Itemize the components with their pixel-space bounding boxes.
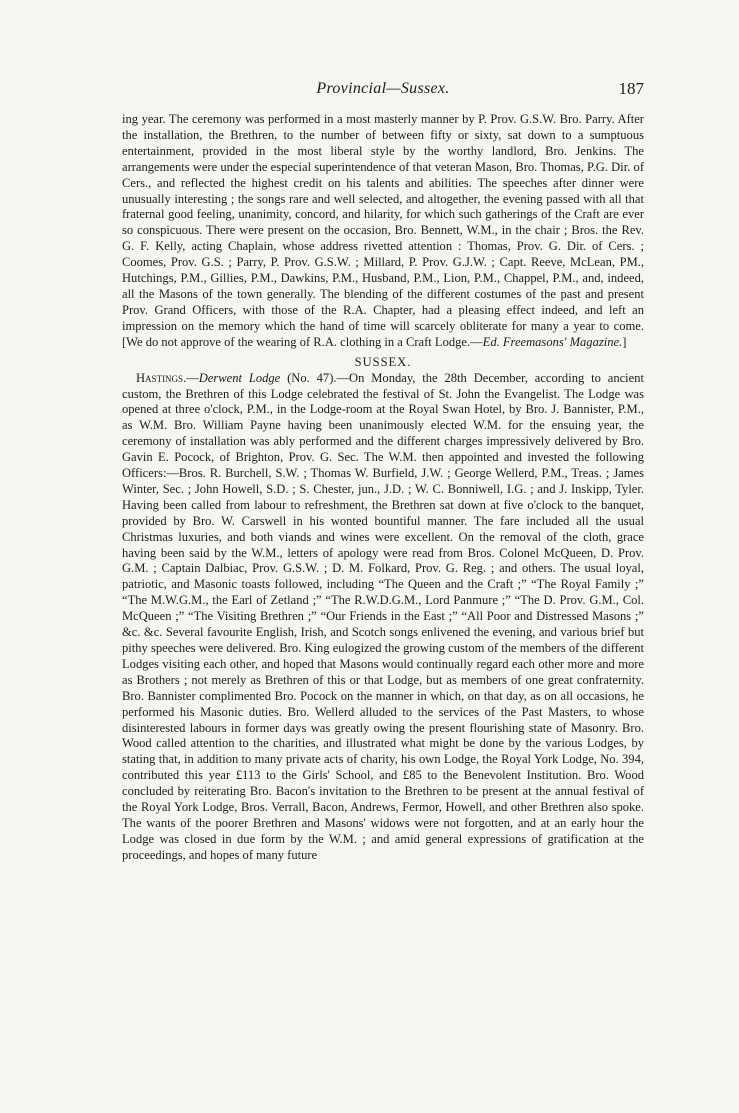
lodge-name: Derwent Lodge — [198, 370, 281, 385]
editorial-note-signature: Ed. Freemasons' Magazine. — [482, 334, 623, 349]
page-number: 187 — [618, 79, 644, 98]
paragraph-continued — [122, 112, 644, 351]
paragraph-text: ing year. The ceremony was performed in a most masterly manner by P. Prov. G.S.W. Bro. Parry. After the installation, the Brethren, to the number of between fifty or sixty, sat down to a sumptuous entertainment, provided in the most liberal style by the worthy landlord, Bro. Jenkins. The arrangements were under the especial superintendence of that veteran Mason, Bro. Thomas, P.G. Dir. of Cers., and reflected the highest credit on his talents and abilities. The speeches after dinner were unusually interesting ; the songs rare and well selected, and altogether, the evening passed with all that fraternal good feeling, unanimity, concord, and hilarity, for which such gatherings of the Craft are ever so conspicuous. There were present on the occasion, Bro. Bennett, W.M., in the chair ; Bros. the Rev. G. F. Kelly, acting Chaplain, whose address rivetted attention : Thomas, Prov. G. Dir. of Cers. ; Coomes, Prov. G.S. ; Parry, P. Prov. G.S.W. ; Millard, P. Prov. G.J.W. ; Capt. Reeve, McLean, PM., Hutchings, P.M., Gillies, P.M., Dawkins, P.M., Husband, P.M., Lion, P.M., Chappel, P.M., and, indeed, all the Masons of the town generally. The blending of the different costumes of the past and present Prov. Grand Officers, with those of the R.A. Chapter, had a pleasing effect indeed, and left an impression on the memory which the hand of time will scarcely obliterate for many a year to come. — [122, 112, 644, 333]
paragraph-text: (No. 47).—On Monday, the 28th December, according to ancient custom, the Brethren of this Lodge celebrated the festival of St. John the Evangelist. The Lodge was opened at three o'clock, P.M., in the Lodge-room at the Royal Swan Hotel, by Bro. J. Bannister, P.M., as W.M. Bro. William Payne having been unanimously elected W.M. for the ensuing year, the ceremony of installation was ably performed and the different charges impressively delivered by Bro. Gavin E. Pocock, of Brighton, Prov. G. Sec. The W.M. then appointed and invested the following Officers:—Bros. R. Burchell, S.W. ; Thomas W. Burfield, J.W. ; George Wellerd, P.M., Treas. ; James Winter, Sec. ; John Howell, S.D. ; S. Chester, jun., J.D. ; W. C. Bonniwell, I.G. ; and J. Inskipp, Tyler. Having been called from labour to refreshment, the Brethren sat down at five o'clock to the banquet, provided by Bro. W. Carswell in his wonted bountiful manner. The fare included all the usual Christmas luxuries, and both viands and wines were excellent. On the removal of the cloth, grace having been said by the W.M., letters of apology were read from Bros. Colonel McQueen, D. Prov. G.M. ; Captain Dalbiac, Prov. G.S.W. ; D. M. Folkard, Prov. G. Reg. ; and others. The usual loyal, patriotic, and Masonic toasts followed, including “The Queen and the Craft ;” “The Royal Family ;” “The M.W.G.M., the Earl of Zetland ;” “The R.W.D.G.M., Lord Panmure ;” “The D. Prov. G.M., Col. McQueen ;” “The Visiting Brethren ;” “Our Friends in the East ;” “All Poor and Distressed Masons ;” &c. &c. Several favourite English, Irish, and Scotch songs enlivened the evening, and various brief but pithy speeches were delivered. Bro. King eulogized the growing custom of the members of the different Lodges visiting each other, and hoped that Masons would continually regard each other more and more as Brothers ; not merely as Brethren of this or that Lodge, but as members of one great confraternity. Bro. Bannister complimented Bro. Pocock on the manner in which, on that day, as on all occasions, he performed his Masonic duties. Bro. Wellerd alluded to the services of the Past Masters, to whose disinterested labours in former days was greatly owing the present flourishing state of Masonry. Bro. Wood called attention to the charities, and illustrated what might be done by the various Lodges, by stating that, in addition to many private acts of charity, his own Lodge, the Royal York Lodge, No. 394, contributed this year £113 to the Girls' School, and £85 to the Benevolent Institution. Bro. Wood concluded by reiterating Bro. Bacon's invitation to the Brethren to be present at the annual festival of the Royal York Lodge, Bros. Verrall, Bacon, Andrews, Fermor, Howell, and other Brethren also spoke. The wants of the poorer Brethren and Masons' widows were not forgotten, and at an early hour the Lodge was closed in due form by the W.M. ; and amid general expressions of gratification at the proceedings, and hopes of many future — [122, 370, 644, 862]
place-dash: — — [186, 370, 199, 385]
document-page — [122, 80, 644, 864]
editorial-note-close: ] — [622, 334, 627, 349]
editorial-note-open: [We do not approve of the wearing of R.A. clothing in a Craft Lodge.— — [122, 334, 483, 349]
running-header — [122, 80, 644, 106]
section-heading: SUSSEX. — [354, 354, 412, 369]
place-name: Hastings. — [136, 370, 187, 385]
running-title: Provincial—Sussex. — [316, 80, 450, 97]
paragraph-hastings — [122, 371, 644, 864]
